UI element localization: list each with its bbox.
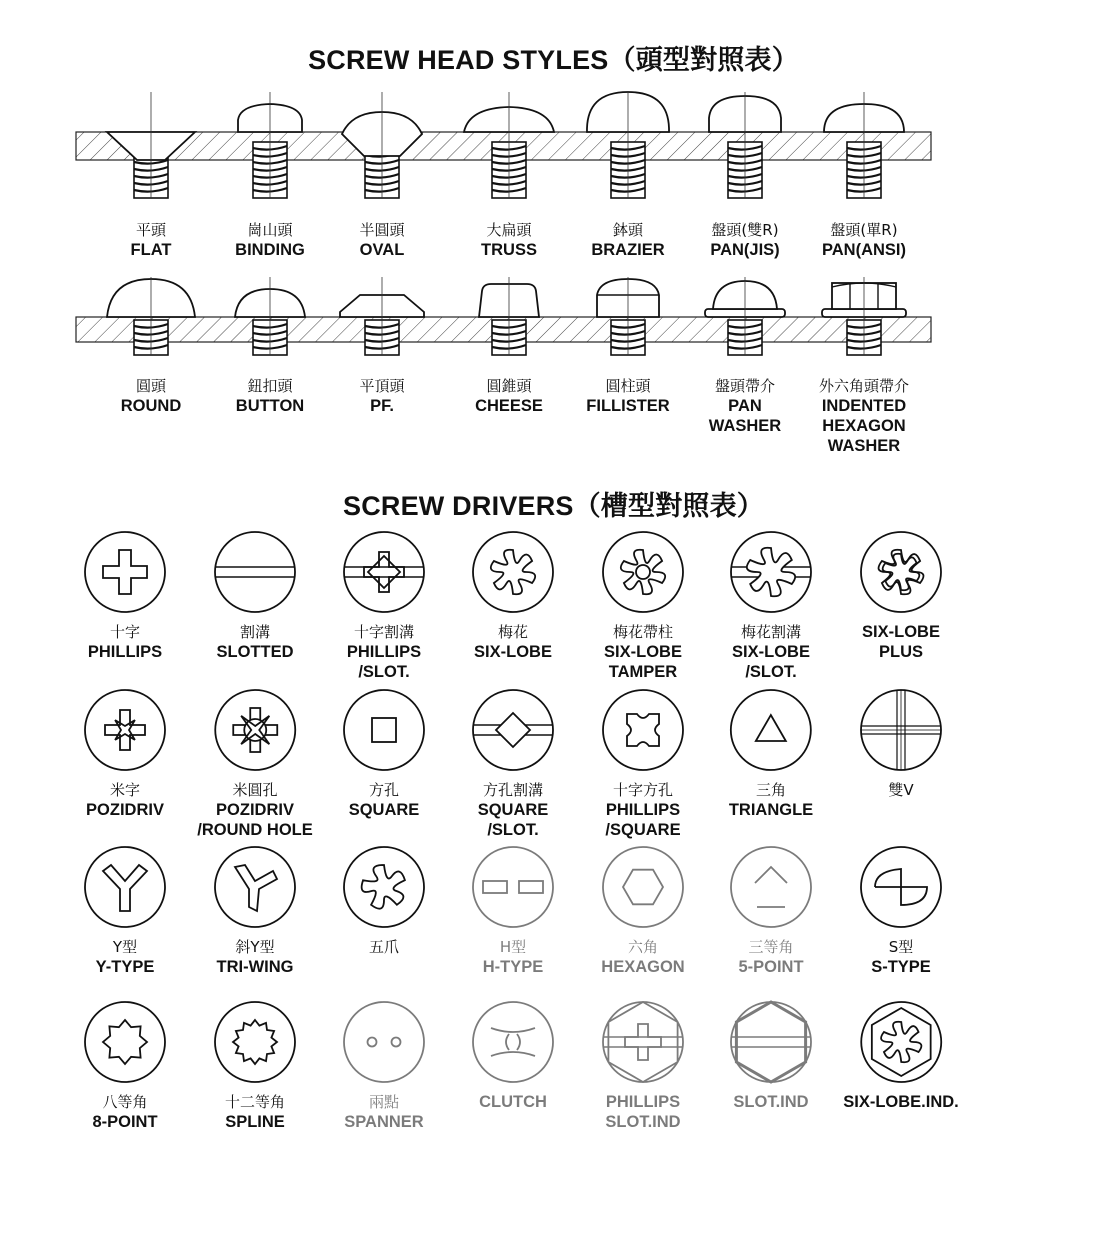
- driver-caption-cn: 六角: [627, 938, 658, 956]
- driver-caption-en: PHILLIPS: [605, 801, 681, 819]
- clutch-icon: [471, 1000, 555, 1084]
- driver-caption-en: SIX-LOBE: [604, 643, 682, 661]
- driver-caption-en: Y-TYPE: [95, 958, 155, 976]
- driver-s-type: [859, 845, 943, 977]
- driver-caption-cn: 十字: [109, 623, 140, 641]
- head-caption-cn: 圓柱頭: [605, 377, 651, 395]
- driver-triangle: [729, 688, 813, 820]
- head-caption-button: [236, 376, 304, 416]
- driver-caption: [83, 1092, 167, 1132]
- driver-caption-en: TAMPER: [608, 663, 678, 681]
- driver-caption-cn: 方孔割溝: [482, 781, 543, 799]
- driver-caption: [601, 1092, 685, 1132]
- driver-caption: [859, 937, 943, 977]
- driver-caption-cn: 梅花: [497, 623, 528, 641]
- driver-caption: [213, 622, 297, 662]
- driver-square-slot: [471, 688, 555, 840]
- driver-double-v: [859, 688, 943, 800]
- driver-caption-en: /SLOT.: [358, 663, 410, 681]
- driver-caption-en: PHILLIPS: [346, 643, 422, 661]
- drivers-title: [0, 484, 1107, 523]
- head-caption-cn: 鉢頭: [612, 221, 643, 239]
- driver-tri-wing: [213, 845, 297, 977]
- head-caption-en: BUTTON: [235, 397, 305, 415]
- driver-caption: [342, 780, 426, 820]
- driver-caption-en: /ROUND HOLE: [197, 821, 313, 839]
- head-caption-hexwasher: [819, 376, 909, 456]
- driver-caption-cn: S型: [888, 938, 914, 956]
- driver-caption-en: S-TYPE: [871, 958, 931, 976]
- head-caption-en: PAN(ANSI): [821, 241, 907, 259]
- driver-caption-en: PLUS: [878, 643, 923, 661]
- driver-caption-en: /SLOT.: [745, 663, 797, 681]
- five-claw-icon: [342, 845, 426, 929]
- square-slot-icon: [471, 688, 555, 772]
- head-caption-en: TRUSS: [481, 241, 537, 259]
- six-lobe-ind-icon: [859, 1000, 943, 1084]
- pozidriv-icon: [83, 688, 167, 772]
- head-caption-cn: 大扁頭: [486, 221, 532, 239]
- driver-caption-cn: 方孔: [368, 781, 399, 799]
- driver-caption: [342, 1092, 426, 1132]
- head-caption-truss: [481, 220, 537, 260]
- head-caption-panwasher: [709, 376, 781, 436]
- six-lobe-plus-icon: [859, 530, 943, 614]
- head-caption-brazier: [591, 220, 664, 260]
- driver-six-lobe-tamper: [601, 530, 685, 682]
- head-caption-cn: 外六角頭帶介: [818, 377, 910, 395]
- hexagon-icon: [601, 845, 685, 929]
- 5-point-icon: [729, 845, 813, 929]
- head-caption-en: PF.: [370, 397, 394, 415]
- driver-caption: [83, 622, 167, 662]
- head-caption-cn: 圓錐頭: [486, 377, 532, 395]
- head-caption-cn: 盤頭(單R): [830, 221, 898, 239]
- driver-caption: [342, 937, 426, 957]
- driver-caption-en: SPANNER: [344, 1113, 424, 1131]
- driver-caption-cn: 割溝: [239, 623, 270, 641]
- driver-caption-en: PHILLIPS: [87, 643, 163, 661]
- driver-caption-en: SLOTTED: [216, 643, 294, 661]
- head-caption-en: WASHER: [708, 417, 782, 435]
- driver-caption-en: /SLOT.: [487, 821, 539, 839]
- head-caption-en: OVAL: [359, 241, 405, 259]
- head-caption-panjis: [710, 220, 779, 260]
- head-caption-oval: [359, 220, 404, 260]
- six-lobe-tamper-icon: [601, 530, 685, 614]
- driver-caption: [342, 622, 426, 682]
- driver-caption-en: H-TYPE: [482, 958, 544, 976]
- head-caption-cn: 盤頭(雙R): [711, 221, 779, 239]
- driver-six-lobe-ind: [843, 1000, 959, 1112]
- driver-caption-cn: 雙V: [888, 781, 914, 799]
- driver-caption: [601, 780, 685, 840]
- driver-caption-en: SQUARE: [348, 801, 420, 819]
- driver-caption-cn: H型: [499, 938, 527, 956]
- driver-caption-cn: 十字方孔: [612, 781, 673, 799]
- head-caption-cheese: [475, 376, 543, 416]
- driver-caption-en: SIX-LOBE.IND.: [843, 1093, 959, 1111]
- driver-spanner: [342, 1000, 426, 1132]
- driver-square: [342, 688, 426, 820]
- driver-caption: [601, 937, 685, 977]
- double-v-icon: [859, 688, 943, 772]
- driver-caption-cn: 三角: [755, 781, 786, 799]
- head-hexwasher-drawing: [822, 277, 906, 355]
- head-caption-cn: 半圓頭: [359, 221, 405, 239]
- driver-caption-en: HEXAGON: [601, 958, 685, 976]
- driver-six-lobe: [471, 530, 555, 662]
- driver-caption: [471, 780, 555, 840]
- driver-caption: [859, 780, 943, 800]
- driver-caption: [859, 622, 943, 662]
- slotted-icon: [213, 530, 297, 614]
- driver-caption-cn: 五爪: [368, 938, 399, 956]
- head-oval-drawing: [342, 92, 422, 198]
- pozidriv-round-hole-icon: [213, 688, 297, 772]
- driver-caption-cn: 米字: [109, 781, 140, 799]
- head-caption-cn: 圓頭: [135, 377, 166, 395]
- driver-caption-cn: 十二等角: [224, 1093, 285, 1111]
- driver-clutch: [471, 1000, 555, 1112]
- head-caption-en: BRAZIER: [591, 241, 665, 259]
- driver-slot-ind: [729, 1000, 813, 1112]
- y-type-icon: [83, 845, 167, 929]
- driver-caption: [213, 1092, 297, 1132]
- six-lobe-icon: [471, 530, 555, 614]
- driver-six-lobe-plus: [859, 530, 943, 662]
- driver-caption-en: POZIDRIV: [216, 801, 294, 819]
- driver-caption-en: SPLINE: [225, 1113, 285, 1131]
- head-caption-cn: 盤頭帶介: [714, 377, 776, 395]
- driver-hexagon: [601, 845, 685, 977]
- head-cheese-drawing: [479, 277, 539, 355]
- driver-caption: [729, 937, 813, 977]
- head-caption-en: CHEESE: [475, 397, 543, 415]
- driver-caption-cn: 兩點: [368, 1093, 399, 1111]
- driver-caption-en: SLOT.IND: [605, 1113, 681, 1131]
- head-button-drawing: [235, 277, 305, 355]
- head-caption-pf: [359, 376, 404, 416]
- driver-8-point: [83, 1000, 167, 1132]
- phillips-slot-ind-icon: [601, 1000, 685, 1084]
- head-caption-en: PAN: [728, 397, 762, 415]
- head-caption-cn: 崗山頭: [247, 221, 293, 239]
- driver-caption-en: PHILLIPS: [605, 1093, 681, 1111]
- driver-phillips: [83, 530, 167, 662]
- driver-caption-en: TRIANGLE: [728, 801, 814, 819]
- head-caption-flat: [131, 220, 172, 260]
- driver-caption-en: CLUTCH: [479, 1093, 547, 1111]
- driver-phillips-square: [601, 688, 685, 840]
- driver-caption: [83, 937, 167, 977]
- head-caption-panansi: [822, 220, 906, 260]
- head-flat-drawing: [107, 92, 195, 198]
- driver-caption-en: SIX-LOBE: [474, 643, 552, 661]
- head-caption-cn: 平頭: [135, 221, 166, 239]
- driver-caption-en: SLOT.IND: [733, 1093, 809, 1111]
- tri-wing-icon: [213, 845, 297, 929]
- head-caption-en: FLAT: [130, 241, 172, 259]
- drivers-title-en: SCREW DRIVERS: [342, 491, 574, 521]
- head-caption-en: WASHER: [827, 437, 901, 455]
- driver-caption-cn: Y型: [112, 938, 138, 956]
- head-caption-en: FILLISTER: [586, 397, 670, 415]
- phillips-icon: [83, 530, 167, 614]
- head-caption-en: ROUND: [120, 397, 182, 415]
- driver-slotted: [213, 530, 297, 662]
- driver-caption: [197, 780, 313, 840]
- driver-caption-en: SQUARE: [477, 801, 549, 819]
- driver-six-lobe-slot: [729, 530, 813, 682]
- head-caption-en: HEXAGON: [822, 417, 906, 435]
- driver-caption-cn: 梅花帶柱: [612, 623, 673, 641]
- driver-y-type: [83, 845, 167, 977]
- head-caption-cn: 平頂頭: [359, 377, 405, 395]
- driver-caption-cn: 斜Y型: [235, 938, 275, 956]
- head-caption-cn: 鈕扣頭: [247, 377, 293, 395]
- driver-caption: [729, 1092, 813, 1112]
- head-panwasher-drawing: [705, 277, 785, 355]
- driver-caption-en: SIX-LOBE: [862, 623, 940, 641]
- driver-caption-cn: 米圓孔: [232, 781, 278, 799]
- driver-caption-en: 8-POINT: [92, 1113, 158, 1131]
- head-styles-title-cn: （頭型對照表）: [608, 45, 799, 76]
- square-icon: [342, 688, 426, 772]
- h-type-icon: [471, 845, 555, 929]
- driver-caption: [213, 937, 297, 977]
- driver-caption-cn: 八等角: [102, 1093, 148, 1111]
- head-styles-title: [0, 38, 1107, 77]
- head-styles-title-en: SCREW HEAD STYLES: [308, 45, 609, 75]
- head-round-drawing: [107, 277, 195, 355]
- driver-phillips-slot: [342, 530, 426, 682]
- driver-h-type: [471, 845, 555, 977]
- driver-caption: [601, 622, 685, 682]
- phillips-slot-icon: [342, 530, 426, 614]
- driver-phillips-slot-ind: [601, 1000, 685, 1132]
- driver-caption: [843, 1092, 959, 1112]
- driver-caption-cn: 十字割溝: [353, 623, 414, 641]
- phillips-square-icon: [601, 688, 685, 772]
- head-caption-en: BINDING: [235, 241, 305, 259]
- six-lobe-slot-icon: [729, 530, 813, 614]
- driver-caption: [471, 1092, 555, 1112]
- s-type-icon: [859, 845, 943, 929]
- driver-caption-cn: 三等角: [748, 938, 794, 956]
- driver-pozidriv-round-hole: [197, 688, 313, 840]
- driver-caption: [83, 780, 167, 820]
- 8-point-icon: [83, 1000, 167, 1084]
- drivers-title-cn: （槽型對照表）: [573, 491, 765, 522]
- driver-5-point: [729, 845, 813, 977]
- head-pf-drawing: [340, 277, 424, 355]
- driver-caption-en: POZIDRIV: [86, 801, 164, 819]
- driver-spline: [213, 1000, 297, 1132]
- driver-caption-en: 5-POINT: [738, 958, 804, 976]
- driver-caption-en: SIX-LOBE: [732, 643, 810, 661]
- head-caption-round: [121, 376, 182, 416]
- driver-caption-cn: 梅花割溝: [740, 623, 801, 641]
- driver-caption: [471, 622, 555, 662]
- spline-icon: [213, 1000, 297, 1084]
- driver-caption: [729, 780, 813, 820]
- driver-caption-en: /SQUARE: [605, 821, 681, 839]
- head-caption-binding: [235, 220, 305, 260]
- head-caption-en: INDENTED: [821, 397, 907, 415]
- driver-caption: [729, 622, 813, 682]
- driver-caption: [471, 937, 555, 977]
- head-fillister-drawing: [597, 277, 659, 355]
- triangle-icon: [729, 688, 813, 772]
- driver-caption-en: TRI-WING: [216, 958, 294, 976]
- driver-pozidriv: [83, 688, 167, 820]
- slot-ind-icon: [729, 1000, 813, 1084]
- spanner-icon: [342, 1000, 426, 1084]
- driver-five-claw: [342, 845, 426, 957]
- head-caption-fillister: [586, 376, 669, 416]
- head-caption-en: PAN(JIS): [710, 241, 780, 259]
